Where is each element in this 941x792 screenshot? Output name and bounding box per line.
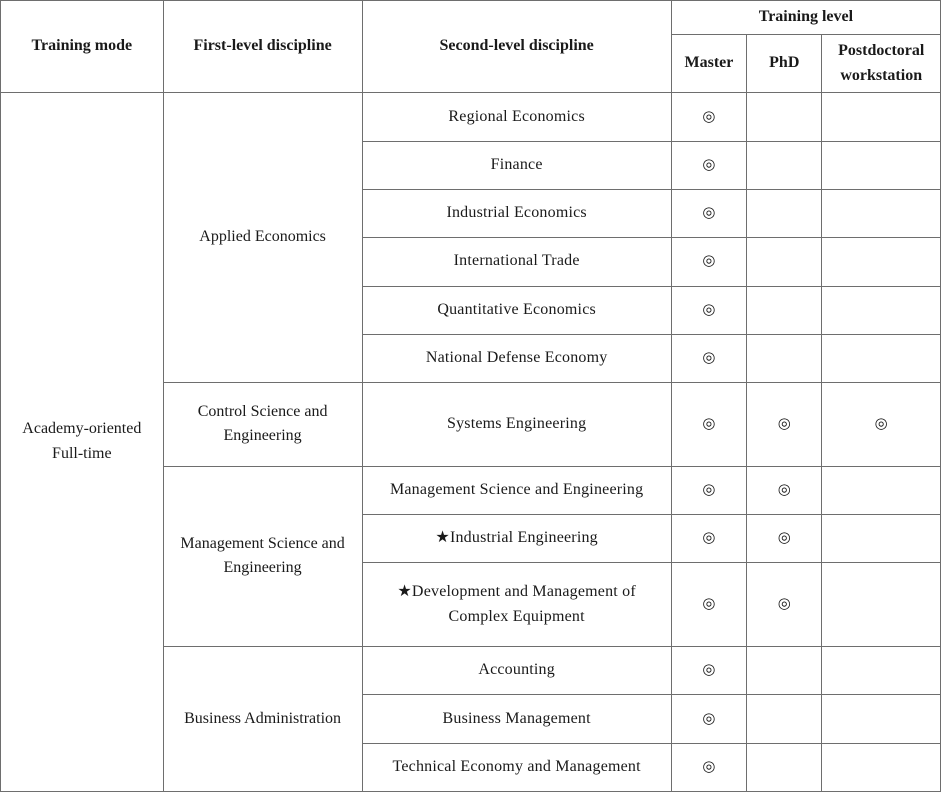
offered-mark-icon: ◎ <box>702 253 716 270</box>
header-postdoctoral-workstation: Postdoctoral workstation <box>822 34 941 93</box>
level-postdoctoral-cell <box>822 334 941 382</box>
header-master: Master <box>671 34 746 93</box>
level-master-cell <box>671 695 746 743</box>
level-phd-cell <box>747 743 822 791</box>
level-phd-cell <box>747 334 822 382</box>
level-master-cell <box>671 189 746 237</box>
level-phd-cell <box>747 93 822 141</box>
level-postdoctoral-cell <box>822 238 941 286</box>
level-master-cell <box>671 238 746 286</box>
level-phd-cell <box>747 141 822 189</box>
level-phd-cell <box>747 189 822 237</box>
second-level-discipline-cell: Quantitative Economics <box>362 286 671 334</box>
header-phd: PhD <box>747 34 822 93</box>
second-level-discipline-cell: Regional Economics <box>362 93 671 141</box>
second-level-discipline-cell: Management Science and Engineering <box>362 466 671 514</box>
level-master-cell <box>671 563 746 647</box>
offered-mark-icon: ◎ <box>702 710 716 727</box>
header-first-level-discipline: First-level discipline <box>163 1 362 93</box>
second-level-discipline-cell: International Trade <box>362 238 671 286</box>
offered-mark-icon: ◎ <box>702 416 716 433</box>
second-level-discipline-cell: Industrial Economics <box>362 189 671 237</box>
first-level-discipline-cell: Management Science and Engineering <box>163 466 362 646</box>
offered-mark-icon: ◎ <box>702 758 716 775</box>
header-training-level: Training level <box>671 1 940 35</box>
second-level-discipline-cell: Systems Engineering <box>362 383 671 467</box>
level-master-cell <box>671 383 746 467</box>
first-level-discipline-cell: Business Administration <box>163 647 362 792</box>
offered-mark-icon: ◎ <box>702 108 716 125</box>
level-postdoctoral-cell <box>822 647 941 695</box>
second-level-discipline-cell: Business Management <box>362 695 671 743</box>
header-second-level-discipline: Second-level discipline <box>362 1 671 93</box>
offered-mark-icon: ◎ <box>777 416 791 433</box>
level-master-cell <box>671 466 746 514</box>
offered-mark-icon: ◎ <box>702 530 716 547</box>
level-postdoctoral-cell <box>822 141 941 189</box>
level-master-cell <box>671 743 746 791</box>
offered-mark-icon: ◎ <box>702 350 716 367</box>
second-level-discipline-cell: National Defense Economy <box>362 334 671 382</box>
level-phd-cell <box>747 515 822 563</box>
offered-mark-icon: ◎ <box>777 530 791 547</box>
offered-mark-icon: ◎ <box>702 301 716 318</box>
second-level-discipline-cell: Accounting <box>362 647 671 695</box>
level-master-cell <box>671 334 746 382</box>
table-header <box>1 1 941 93</box>
second-level-discipline-cell: Technical Economy and Management <box>362 743 671 791</box>
second-level-discipline-cell: ★Industrial Engineering <box>362 515 671 563</box>
level-postdoctoral-cell <box>822 383 941 467</box>
offered-mark-icon: ◎ <box>702 482 716 499</box>
level-master-cell <box>671 515 746 563</box>
level-phd-cell <box>747 466 822 514</box>
level-phd-cell <box>747 286 822 334</box>
header-row-top <box>1 1 941 35</box>
level-postdoctoral-cell <box>822 466 941 514</box>
level-master-cell <box>671 286 746 334</box>
level-postdoctoral-cell <box>822 563 941 647</box>
level-master-cell <box>671 141 746 189</box>
second-level-discipline-cell: Finance <box>362 141 671 189</box>
first-level-discipline-cell: Control Science and Engineering <box>163 383 362 467</box>
level-phd-cell <box>747 238 822 286</box>
level-phd-cell <box>747 695 822 743</box>
training-mode-line-1: Academy-oriented <box>22 420 142 438</box>
header-training-mode: Training mode <box>1 1 164 93</box>
table-row <box>1 93 941 141</box>
table-body <box>1 93 941 792</box>
first-level-discipline-cell: Applied Economics <box>163 93 362 383</box>
level-postdoctoral-cell <box>822 515 941 563</box>
second-level-discipline-cell: ★Development and Management of Complex Equipment <box>362 563 671 647</box>
offered-mark-icon: ◎ <box>874 416 888 433</box>
level-master-cell <box>671 647 746 695</box>
offered-mark-icon: ◎ <box>777 482 791 499</box>
offered-mark-icon: ◎ <box>777 596 791 613</box>
offered-mark-icon: ◎ <box>702 596 716 613</box>
level-postdoctoral-cell <box>822 743 941 791</box>
offered-mark-icon: ◎ <box>702 205 716 222</box>
offered-mark-icon: ◎ <box>702 662 716 679</box>
training-mode-line-2: Full-time <box>52 445 112 463</box>
level-master-cell <box>671 93 746 141</box>
level-postdoctoral-cell <box>822 286 941 334</box>
level-postdoctoral-cell <box>822 93 941 141</box>
training-mode-cell <box>1 93 164 792</box>
level-phd-cell <box>747 647 822 695</box>
level-phd-cell <box>747 383 822 467</box>
level-phd-cell <box>747 563 822 647</box>
level-postdoctoral-cell <box>822 695 941 743</box>
offered-mark-icon: ◎ <box>702 156 716 173</box>
level-postdoctoral-cell <box>822 189 941 237</box>
